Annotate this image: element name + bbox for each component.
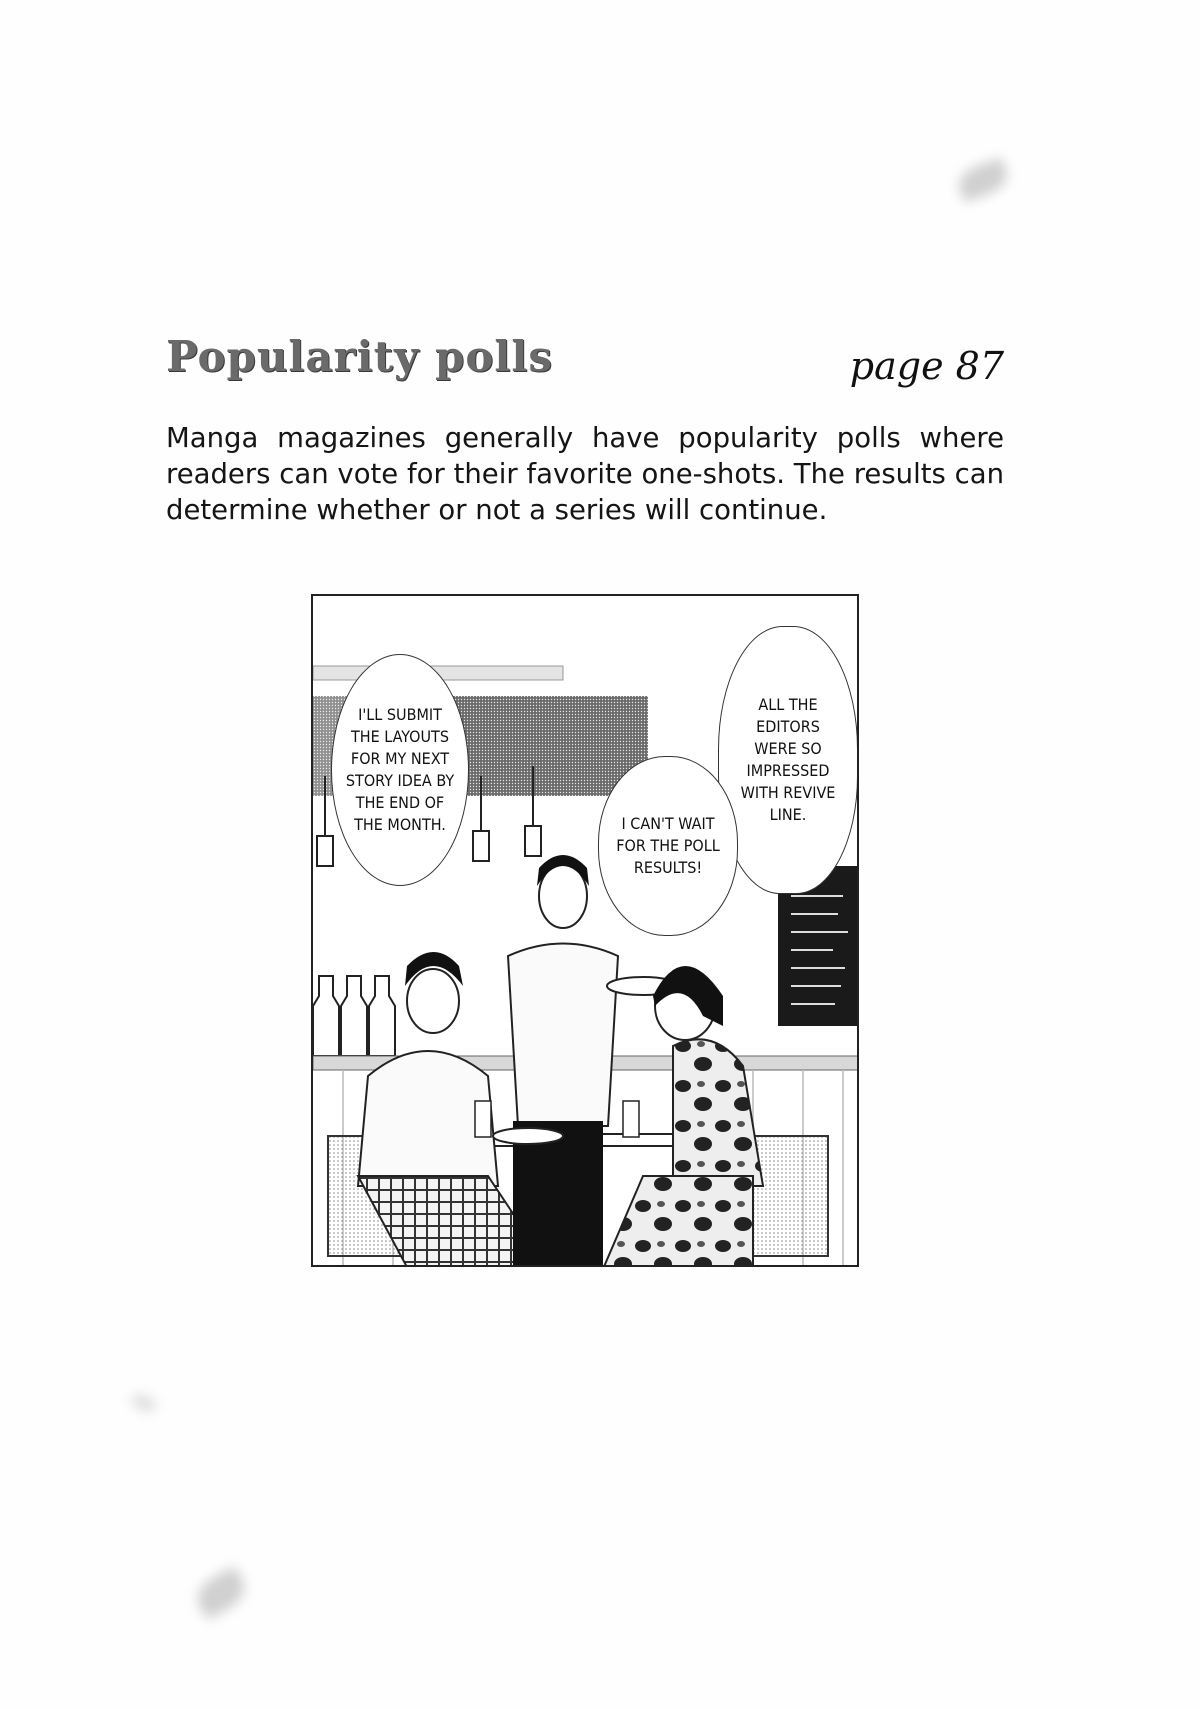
- body-paragraph: Manga magazines generally have popularity polls where readers can vote for their favorite one-shots. The results can determine whether or not a series will continue.: [166, 422, 1004, 526]
- speech-bubble-left: [331, 654, 469, 886]
- speech-bubble-center: [598, 756, 738, 936]
- speech-bubble-text: ALL THE EDITORS WERE SO IMPRESSED WITH REVIVE LINE.: [740, 695, 836, 824]
- decorative-petal: [191, 1566, 251, 1620]
- page-title: Popularity polls: [166, 332, 553, 381]
- decorative-petal: [954, 157, 1011, 202]
- speech-bubble-top-right: [718, 626, 858, 894]
- decorative-petal: [130, 1390, 158, 1415]
- manga-panel: [311, 594, 859, 1267]
- speech-bubble-text: I'LL SUBMIT THE LAYOUTS FOR MY NEXT STORY IDEA BY THE END OF THE MONTH.: [345, 705, 455, 834]
- page-reference: page 87: [849, 344, 1004, 388]
- speech-bubble-text: I CAN'T WAIT FOR THE POLL RESULTS!: [616, 814, 720, 877]
